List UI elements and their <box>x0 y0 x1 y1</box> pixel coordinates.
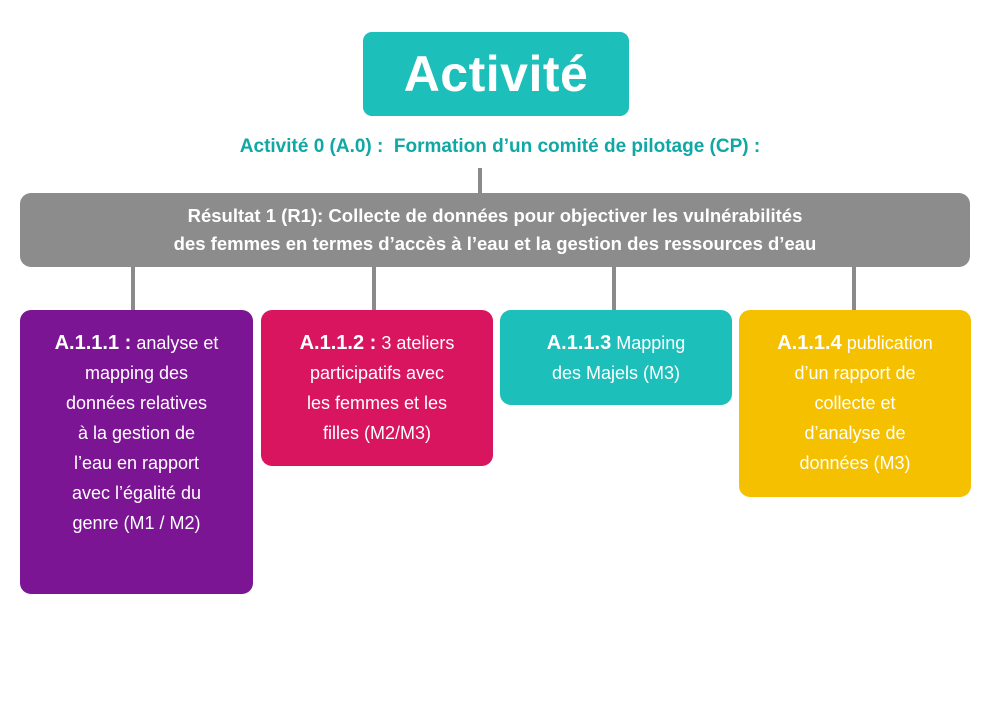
card-line: d’un rapport de <box>794 363 916 383</box>
activity-card-a113 <box>500 310 732 405</box>
card-line: données relatives <box>65 393 208 413</box>
result-line-1: Résultat 1 (R1): Collecte de données pour objectiver les vulnérabilités <box>187 205 803 226</box>
activity-text: analyse et <box>136 333 219 353</box>
connector-result-card-4 <box>852 267 856 310</box>
activity-code: A.1.1.4 <box>777 332 842 354</box>
card-line <box>269 328 485 358</box>
card-line <box>508 328 724 358</box>
card-line <box>28 328 245 358</box>
card-line: d’analyse de <box>804 423 906 443</box>
card-line: à la gestion de <box>77 423 196 443</box>
card-line <box>747 328 963 358</box>
title: Activité <box>403 46 589 102</box>
connector-result-card-2 <box>372 267 376 310</box>
card-line: filles (M2/M3) <box>322 423 431 443</box>
activity-card-a114 <box>739 310 971 497</box>
activity-code: A.1.1.2 : <box>299 332 377 354</box>
connector-subtitle-result <box>478 168 482 193</box>
connector-result-card-1 <box>131 267 135 310</box>
activity-code: A.1.1.3 <box>546 332 612 354</box>
card-line: genre (M1 / M2) <box>72 513 201 533</box>
activity-card-a111 <box>20 310 253 594</box>
card-line: avec l’égalité du <box>71 483 202 503</box>
result-box <box>20 193 970 267</box>
card-line: données (M3) <box>799 453 911 473</box>
card-line: collecte et <box>814 393 896 413</box>
activity-text: Mapping <box>616 333 686 353</box>
activity-text: 3 ateliers <box>381 333 455 353</box>
card-line: l’eau en rapport <box>73 453 200 473</box>
result-line-2: des femmes en termes d’accès à l’eau et la gestion des ressources d’eau <box>173 233 817 254</box>
card-line: participatifs avec <box>309 363 445 383</box>
title-box <box>363 32 629 116</box>
activity-code: A.1.1.1 : <box>54 332 132 354</box>
card-line: des Majels (M3) <box>551 363 681 383</box>
activity-text: publication <box>846 333 933 353</box>
activity-card-a112 <box>261 310 493 466</box>
connector-result-card-3 <box>612 267 616 310</box>
card-line: mapping des <box>84 363 189 383</box>
subtitle: Activité 0 (A.0) : Formation d’un comité de pilotage (CP) : <box>239 136 761 157</box>
card-line: les femmes et les <box>306 393 448 413</box>
